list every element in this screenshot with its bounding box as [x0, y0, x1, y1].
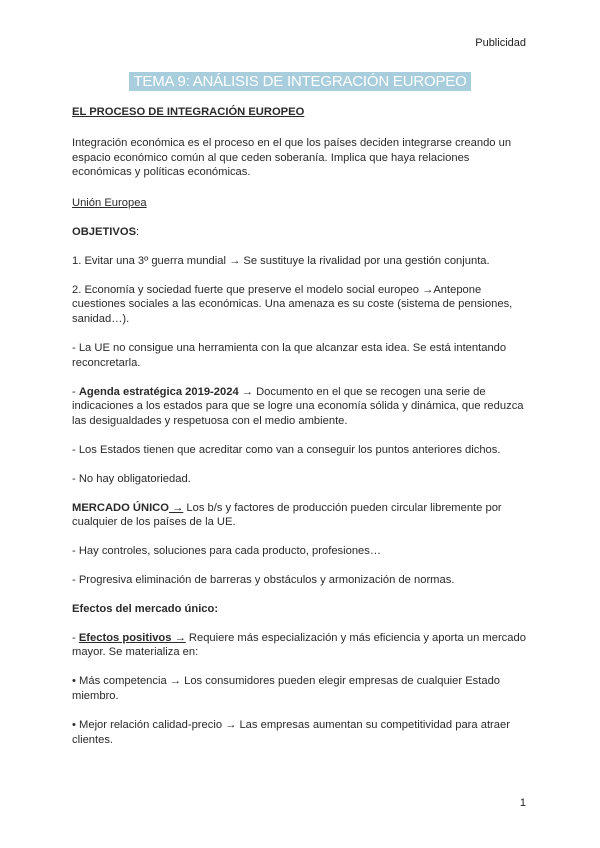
union-europea-link: Unión Europea: [72, 197, 147, 210]
efectos-prefix: -: [72, 631, 79, 644]
objetivos-suffix: :: [136, 225, 140, 238]
ue-note: - La UE no consigue una herramienta con la que alcanzar esta idea. Se está intentando reconcretarla.: [72, 341, 507, 369]
objective-1: 1. Evitar una 3º guerra mundial → Se sustituye la rivalidad por una gestión conjunta.: [72, 254, 490, 267]
estados-paragraph: - Los Estados tienen que acreditar como van a conseguir los puntos anteriores dichos.: [72, 443, 501, 456]
title-wrapper: [0, 72, 600, 91]
efectos-heading: Efectos del mercado único:: [72, 602, 219, 615]
efectos-arrow: →: [171, 631, 186, 644]
agenda-paragraph: [72, 385, 532, 429]
controles-paragraph: - Hay controles, soluciones para cada producto, profesiones…: [72, 545, 382, 558]
mercado-arrow: →: [168, 501, 184, 514]
efectos-positivos-paragraph: [72, 631, 532, 661]
section-heading: EL PROCESO DE INTEGRACIÓN EUROPEO: [72, 106, 305, 118]
objetivos-label: OBJETIVOS: [72, 225, 137, 238]
efectos-text: Requiere más especialización y más eficiencia y aporta un mercado mayor. Se materializa en:: [72, 631, 526, 659]
no-obligatoriedad: - No hay obligatoriedad.: [72, 472, 191, 485]
agenda-text: → Documento en el que se recogen una serie de indicaciones a los estados para que se logre una economía sólida y dinámica, que reduzca las desigualdades y respetuosa con el medio ambiente.: [72, 385, 524, 428]
mercado-unico-paragraph: [72, 501, 532, 531]
mercado-text: Los b/s y factores de producción pueden circular libremente por cualquier de los países de la UE.: [72, 501, 502, 529]
header-label: Publicidad: [475, 37, 526, 49]
bullet-competencia: • Más competencia → Los consumidores pueden elegir empresas de cualquier Estado miembro.: [72, 675, 501, 702]
document-body: [72, 105, 532, 747]
page-title: TEMA 9: ANÁLISIS DE INTEGRACIÓN EUROPEO: [129, 72, 470, 91]
efectos-positivos-title: Efectos positivos: [78, 631, 172, 644]
agenda-title: Agenda estratégica 2019-2024: [78, 385, 239, 398]
agenda-prefix: -: [72, 385, 79, 398]
progresiva-paragraph: - Progresiva eliminación de barreras y obstáculos y armonización de normas.: [72, 573, 455, 586]
objective-2: 2. Economía y sociedad fuerte que preserve el modelo social europeo →Antepone cuestiones sociales a las económicas. Una amenaza es su coste (sistema de pensiones, sanidad…).: [72, 283, 513, 326]
page-number: 1: [519, 797, 526, 809]
bullet-calidad-precio: • Mejor relación calidad-precio → Las empresas aumentan su competitividad para atraer clientes.: [72, 718, 510, 746]
intro-paragraph: Integración económica es el proceso en el que los países deciden integrarse creando un espacio económico común al que ceden soberanía. Implica que haya relaciones económicas y políticas económicas.: [72, 136, 512, 179]
mercado-unico-title: MERCADO ÚNICO: [72, 501, 169, 514]
objetivos-heading: [72, 225, 532, 240]
